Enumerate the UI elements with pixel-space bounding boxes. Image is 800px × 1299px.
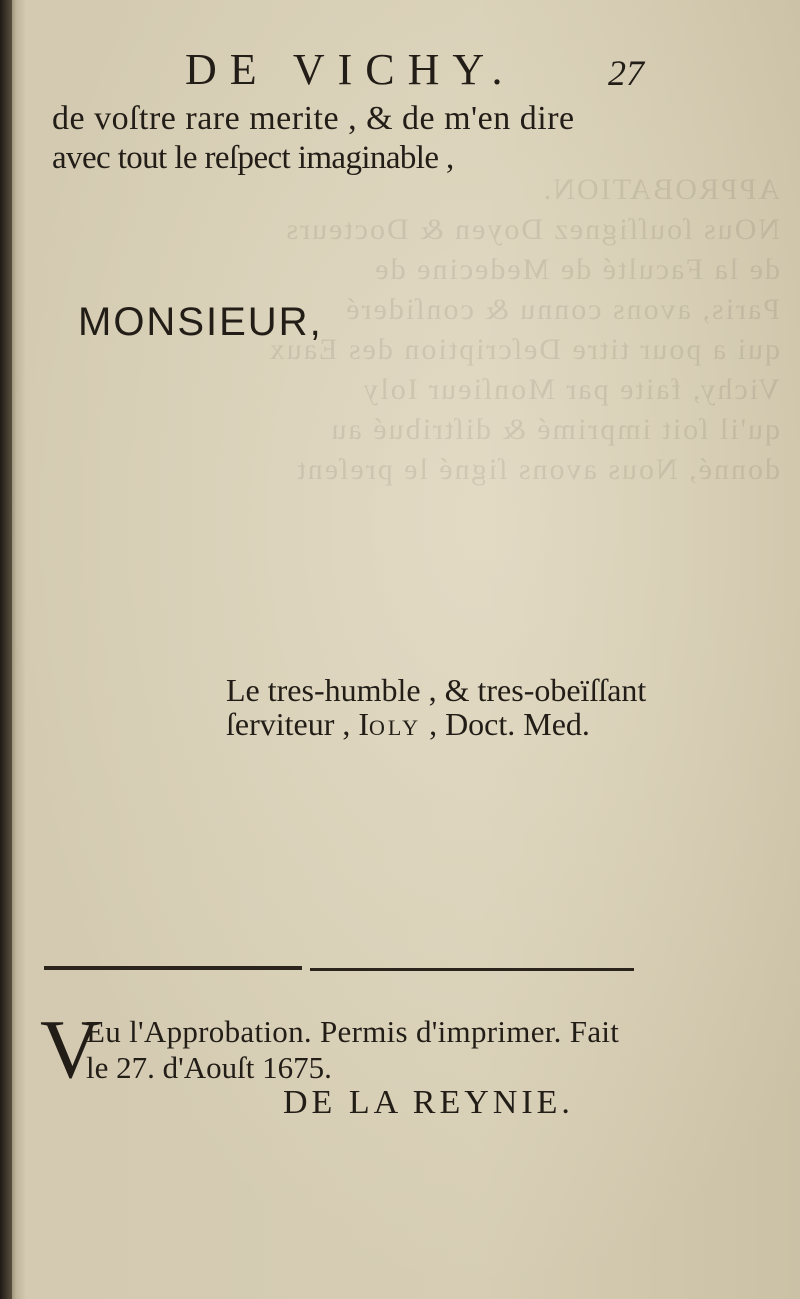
book-spine-shadow [0, 0, 12, 1299]
running-head: DE VICHY. [185, 45, 516, 94]
approval-text-line: Eu l'Approbation. Permis d'imprimer. Fait [86, 1014, 620, 1049]
signature-prefix: ſerviteur , [226, 706, 359, 742]
drop-cap: V [40, 1003, 101, 1096]
closing-line: Le tres-humble , & tres-obeïſſant [226, 672, 647, 708]
show-through-texture: APPROBATION. NOus ſouſſignez Doyen & Docteurs de la Faculté de Medecine de Paris, avons connu & conſideré qui a pour titre Deſcription des Eaux Vichy, faite par Monſieur Ioly qu'il ſoit imprimé & diſtribué au donné, Nous avons ſigné le preſent [267, 173, 780, 486]
body-text-line: avec tout le reſpect imaginable , [52, 140, 454, 176]
approval-signatory: DE LA REYNIE. [283, 1084, 574, 1121]
approval-date-line: le 27. d'Aouſt 1675. [86, 1050, 332, 1085]
signature-suffix: , Doct. Med. [421, 706, 590, 742]
signature-name-smallcaps: OLY [369, 715, 422, 740]
page-number: 27 [608, 53, 644, 93]
body-text-line: de voſtre rare merite , & de m'en dire [52, 100, 575, 137]
section-rule [310, 968, 634, 971]
signature-name-initial: I [358, 706, 370, 742]
salutation: MONSIEUR, [78, 300, 323, 344]
signature-line [226, 706, 590, 743]
section-rule [44, 966, 302, 970]
